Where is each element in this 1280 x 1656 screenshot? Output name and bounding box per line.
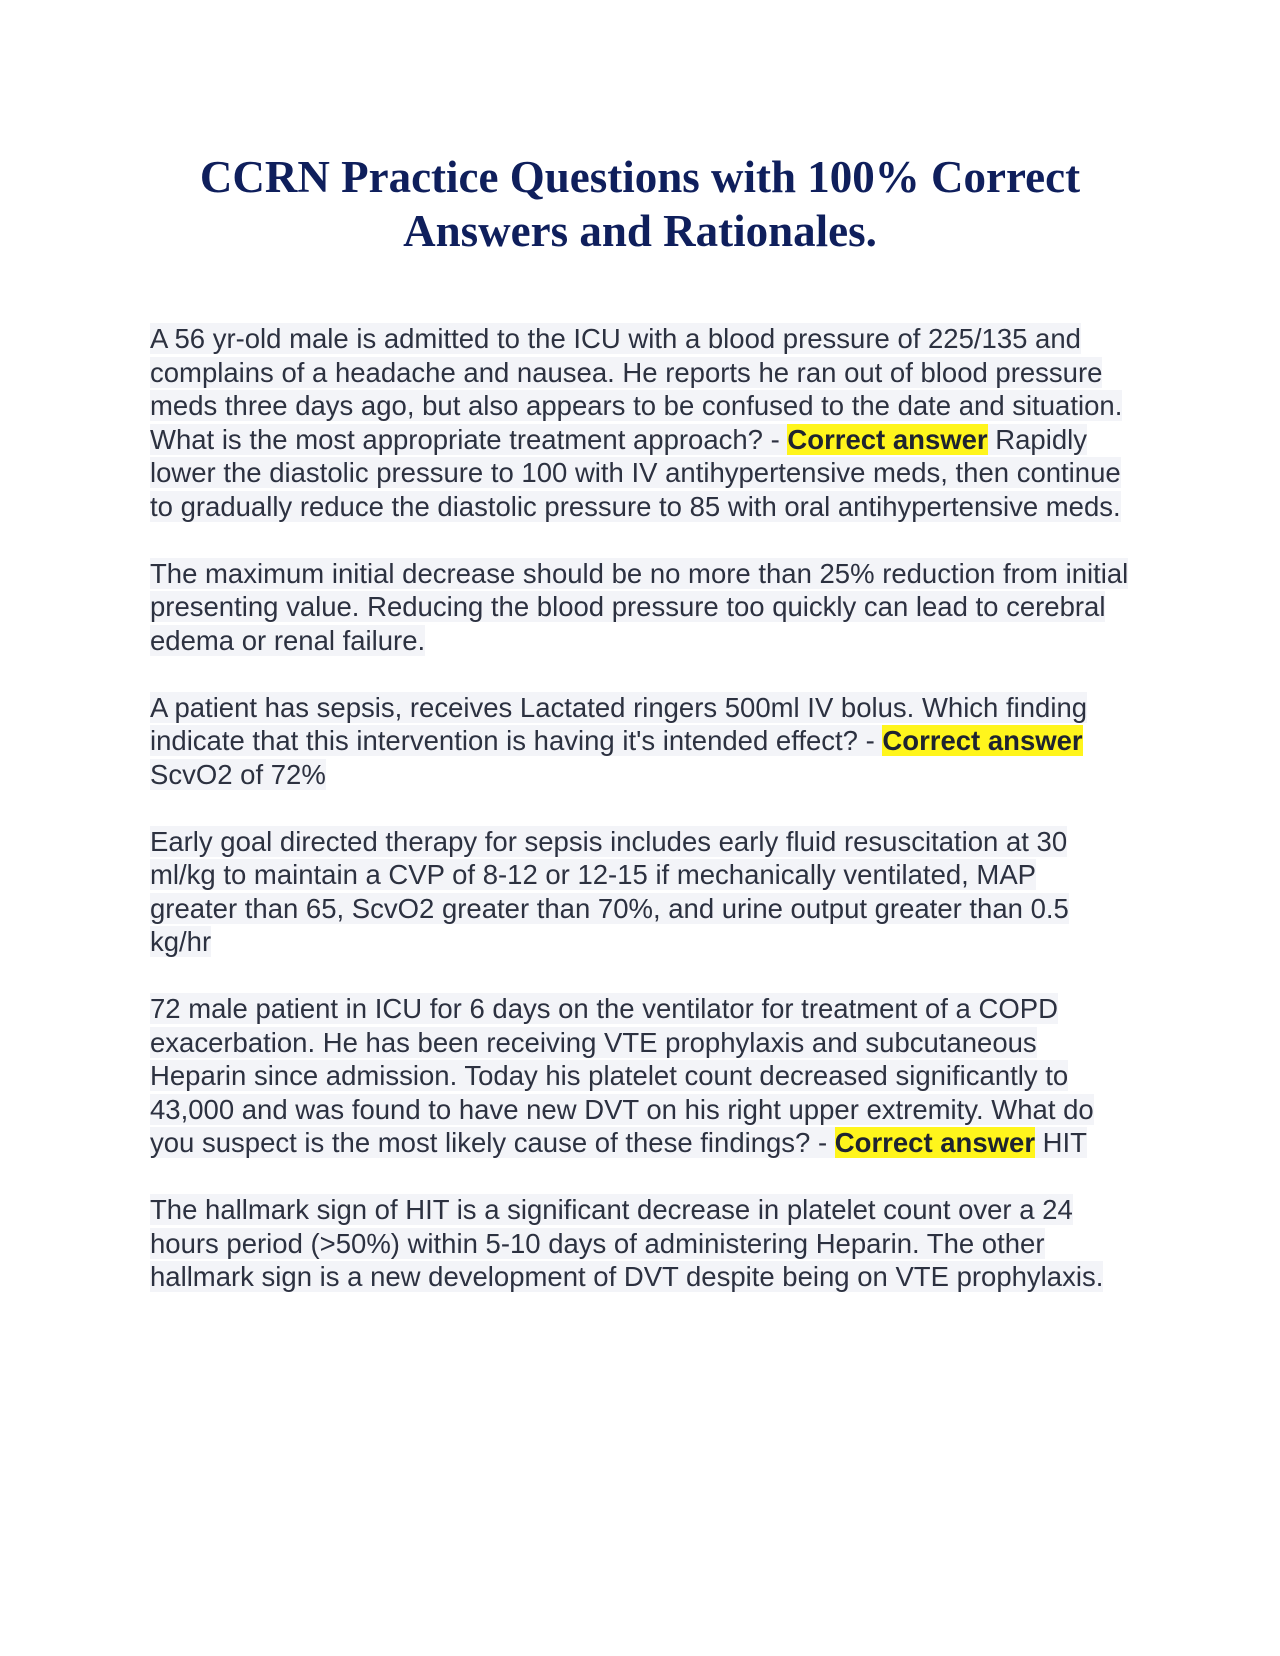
question-text: A 56 yr-old male is admitted to the ICU with a blood pressure of 225/135 and complains of a headache and nausea. He reports he ran out of blood pressure meds three days ago, but also appears to be confused to the date and situation. What is the most appropriate treatment approach? - bbox=[150, 323, 1123, 455]
correct-answer-label: Correct answer bbox=[882, 725, 1083, 756]
correct-answer-label: Correct answer bbox=[834, 1127, 1036, 1158]
rationale-text: The maximum initial decrease should be no more than 25% reduction from initial presenting value. Reducing the blood pressure too quickly can lead to cerebral edema or renal failure. bbox=[150, 557, 1129, 656]
answer-text: ScvO2 of 72% bbox=[150, 758, 326, 790]
rationale-paragraph-1 bbox=[150, 557, 1130, 658]
rationale-paragraph-3 bbox=[150, 1193, 1130, 1294]
question-text: A patient has sepsis, receives Lactated ringers 500ml IV bolus. Which finding indicate that this intervention is having it's intended effect? - bbox=[150, 691, 1088, 756]
question-paragraph-3 bbox=[150, 992, 1130, 1160]
answer-text: Rapidly lower the diastolic pressure to 100 with IV antihypertensive meds, then continue to gradually reduce the diastolic pressure to 85 with oral antihypertensive meds. bbox=[150, 423, 1121, 522]
rationale-text: The hallmark sign of HIT is a significant decrease in platelet count over a 24 hours period (>50%) within 5-10 days of administering Heparin. The other hallmark sign is a new development of DVT despite being on VTE prophylaxis. bbox=[150, 1194, 1104, 1292]
question-paragraph-1 bbox=[150, 322, 1130, 523]
question-text: 72 male patient in ICU for 6 days on the ventilator for treatment of a COPD exacerbation. He has been receiving VTE prophylaxis and subcutaneous Heparin since admission. Today his platelet count decreased significantly to 43,000 and was found to have new DVT on his right upper extremity. What do you suspect is the most likely cause of these findings? - bbox=[150, 993, 1094, 1158]
title-line-1: CCRN Practice Questions with 100% Correct bbox=[199, 152, 1081, 202]
rationale-paragraph-2 bbox=[150, 825, 1130, 959]
question-paragraph-2 bbox=[150, 691, 1130, 792]
answer-text: HIT bbox=[1035, 1127, 1087, 1158]
rationale-text: Early goal directed therapy for sepsis includes early fluid resuscitation at 30 ml/kg to maintain a CVP of 8-12 or 12-15 if mechanically ventilated, MAP greater than 65, ScvO2 greater than 70%, and urine output greater than 0.5 kg/hr bbox=[150, 825, 1069, 957]
title-line-2: Answers and Rationales. bbox=[403, 206, 877, 256]
page-title bbox=[150, 150, 1130, 258]
correct-answer-label: Correct answer bbox=[787, 423, 988, 455]
document-body bbox=[150, 322, 1130, 1327]
